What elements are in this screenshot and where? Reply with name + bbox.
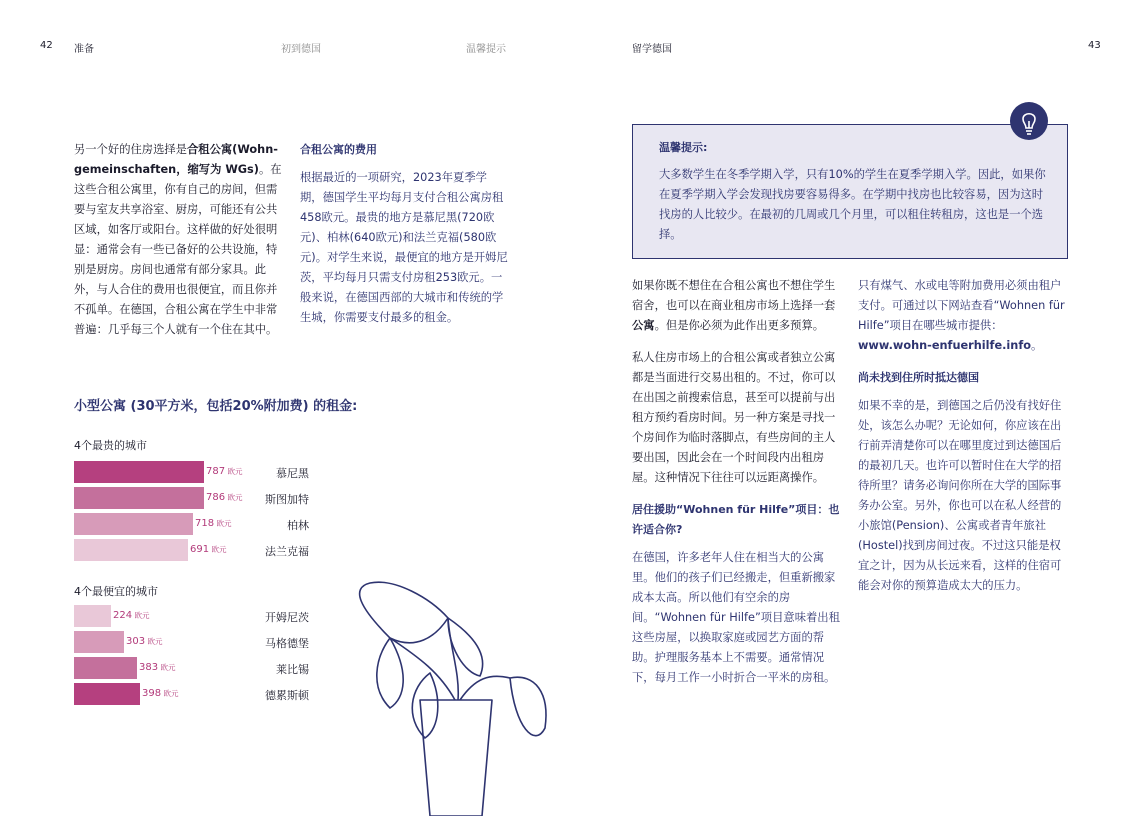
group-label-cheap: 4个最便宜的城市	[74, 585, 158, 598]
bar-value-label: 787 欧元	[206, 466, 243, 477]
private-market-paragraph: 私人住房市场上的合租公寓或者独立公寓都是当面进行交易出租的。不过，你可以在出国之前搜索信息，甚至可以提前与出租方预约看房时间。另一种方案是寻找一个房间作为临时落脚点，有些房间的主人要出国，因此会在一个时间段内出租房屋。这种情况下往往可以远距离操作。	[632, 351, 836, 484]
leaf-left-drop	[377, 638, 403, 708]
apartment-term: 公寓	[632, 319, 655, 332]
bar-city-label: 慕尼黑	[276, 467, 309, 480]
bar-value-label: 398 欧元	[142, 688, 179, 699]
bar-value-label: 718 欧元	[195, 518, 232, 529]
chart-bar	[74, 683, 140, 705]
right-column-1	[632, 276, 842, 700]
bar-value-label: 691 欧元	[190, 544, 227, 555]
leaf-right	[510, 677, 546, 735]
left-section-title: 准备	[74, 44, 94, 55]
tip-box	[632, 124, 1068, 259]
chart-bar	[74, 539, 188, 561]
chart-bar	[74, 657, 137, 679]
chart-bar	[74, 605, 111, 627]
costs-paragraph: 只有煤气、水或电等附加费用必须由租户支付。可通过以下网站查看“Wohnen für Hilfe”项目在哪些城市提供：www.wohn-enfuerhilfe.info。	[858, 279, 1065, 352]
website-link[interactable]: www.wohn-enfuerhilfe.info	[858, 339, 1031, 352]
lightbulb-icon	[1010, 102, 1048, 140]
bar-value-label: 224 欧元	[113, 610, 150, 621]
pot	[420, 700, 492, 816]
intro-paragraph: 另一个好的住房选择是合租公寓(Wohn-gemeinschaften，缩写为 WGs)。在这些合租公寓里，你有自己的房间，但需要与室友共享浴室、厨房，可能还有公共区域，如客厅或阳台。这样做的好处很明显：通常会有一些已备好的公共设施，特别是厨房。房间也通常有部分家具。此外，与人合住的费用也很便宜，而且你并不孤单。在德国，合租公寓在学生中非常普遍：几乎每三个人就有一个住在其中。	[74, 143, 282, 336]
left-tab-arrival: 初到德国	[281, 44, 321, 55]
apartment-paragraph: 如果你既不想住在合租公寓也不想住学生宿舍，也可以在商业租房市场上选择一套公寓。但是你必须为此作出更多预算。	[632, 279, 836, 332]
wg-term: 合租公寓(Wohn-gemeinschaften，缩写为 WGs)	[74, 143, 278, 176]
leaf-middle	[448, 618, 483, 676]
wg-cost-heading: 合租公寓的费用	[300, 143, 377, 156]
tip-text: 大多数学生在冬季学期入学，只有10%的学生在夏季学期入学。因此，如果你在夏季学期入学会发现找房要容易得多。在学期中找房也比较容易，因为这时找房的人比较少。在最初的几周或几个月里，可以租住转租房，这也是一个选择。	[659, 168, 1046, 241]
chart-bar	[74, 487, 204, 509]
left-column-1	[74, 140, 282, 352]
left-tab-tips: 温馨提示	[466, 44, 506, 55]
no-housing-paragraph: 如果不幸的是，到德国之后仍没有找好住处，该怎么办呢？无论如何，你应该在出行前弄清楚你可以在哪里度过到达德国后的最初几天。也许可以暂时住在大学的招待所里？请务必询问你所在大学的国际事务办公室。另外，你也可以在私人经营的小旅馆(Pension)、公寓或者青年旅社(Hostel)找到房间过夜。不过这只能是权宜之计，因为从长远来看，这样的住宿可能会对你的预算造成太大的压力。	[858, 399, 1062, 592]
right-column-2	[858, 276, 1068, 608]
wohnen-fuer-hilfe-heading: 居住援助“Wohnen für Hilfe”项目：也许适合你?	[632, 503, 840, 536]
bar-value-label: 786 欧元	[206, 492, 243, 503]
bar-city-label: 马格德堡	[265, 637, 309, 650]
chart-title: 小型公寓 (30平方米，包括20%附加费) 的租金:	[74, 399, 358, 414]
bar-city-label: 法兰克福	[265, 545, 309, 558]
right-page-number: 43	[1088, 40, 1101, 51]
bar-city-label: 柏林	[287, 519, 309, 532]
bar-city-label: 莱比锡	[276, 663, 309, 676]
leaf-lower-left	[412, 673, 438, 738]
no-housing-heading: 尚未找到住所时抵达德国	[858, 371, 979, 384]
chart-bar	[74, 461, 204, 483]
stem-left	[390, 638, 455, 700]
left-page-number: 42	[40, 40, 53, 51]
wg-cost-paragraph: 根据最近的一项研究，2023年夏季学期，德国学生平均每月支付合租公寓房租458欧元。最贵的地方是慕尼黑(720欧元)、柏林(640欧元)和法兰克福(580欧元)。对学生来说，最便宜的地方是开姆尼茨，平均每月只需支付房租253欧元。一般来说，在德国西部的大城市和传统的学生城，你需要支付最多的租金。	[300, 171, 508, 324]
bar-city-label: 斯图加特	[265, 493, 309, 506]
group-label-expensive: 4个最贵的城市	[74, 439, 147, 452]
right-section-title: 留学德国	[632, 44, 672, 55]
bar-city-label: 德累斯顿	[265, 689, 309, 702]
left-column-2	[300, 140, 508, 340]
tip-title: 温馨提示:	[659, 141, 708, 154]
bar-value-label: 383 欧元	[139, 662, 176, 673]
chart-bar	[74, 513, 193, 535]
bar-city-label: 开姆尼茨	[265, 611, 309, 624]
chart-bar	[74, 631, 124, 653]
plant-illustration	[350, 578, 555, 816]
leaf-large	[360, 582, 448, 643]
stem-right	[460, 676, 510, 700]
wohnen-fuer-hilfe-paragraph: 在德国，许多老年人住在相当大的公寓里。他们的孩子们已经搬走，但重新搬家成本太高。所以他们有空余的房间。“Wohnen für Hilfe”项目意味着出租这些房屋，以换取家庭或园艺方面的帮助。护理服务基本上不需要。通常情况下，每月工作一小时折合一平米的房租。	[632, 551, 840, 684]
bar-value-label: 303 欧元	[126, 636, 163, 647]
